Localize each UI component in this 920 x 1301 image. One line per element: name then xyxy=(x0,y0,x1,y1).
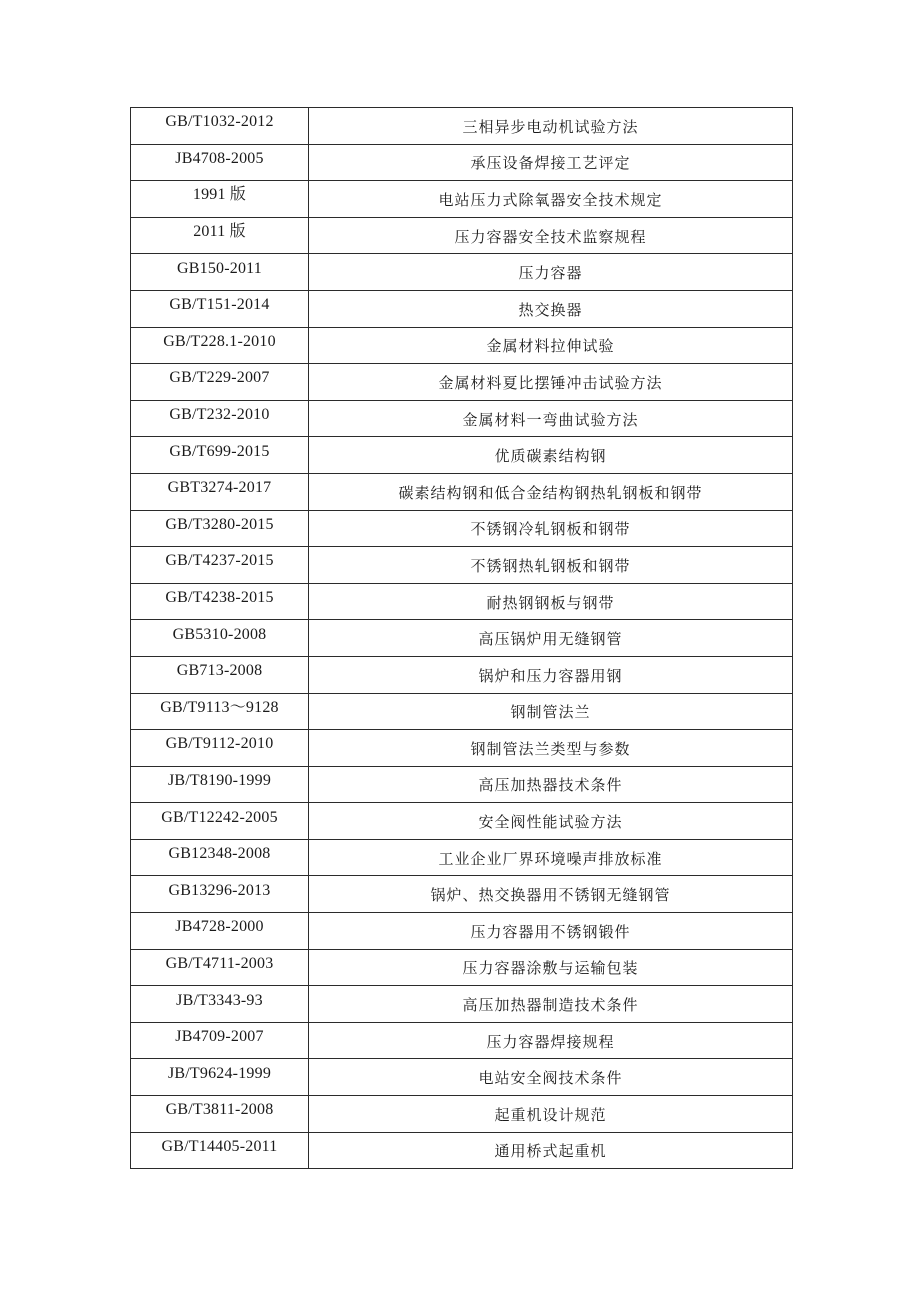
standard-title-cell xyxy=(309,400,793,437)
standard-code: 1991 版 xyxy=(192,186,247,204)
table-row xyxy=(131,437,793,474)
standard-title-cell xyxy=(309,839,793,876)
standard-title: 钢制管法兰 xyxy=(510,703,591,722)
standard-code: JB/T9624-1999 xyxy=(167,1064,272,1082)
standard-title-cell xyxy=(309,1022,793,1059)
standard-title: 起重机设计规范 xyxy=(494,1105,607,1124)
standard-title: 金属材料一弯曲试验方法 xyxy=(462,410,639,429)
table-row xyxy=(131,510,793,547)
standard-title-cell xyxy=(309,181,793,218)
standard-code-cell xyxy=(131,254,309,291)
standard-code-cell xyxy=(131,1022,309,1059)
standard-code-cell xyxy=(131,437,309,474)
standard-code-cell xyxy=(131,510,309,547)
standard-title-cell xyxy=(309,766,793,803)
standard-title: 电站压力式除氧器安全技术规定 xyxy=(438,190,663,209)
table-row xyxy=(131,620,793,657)
standard-code-cell xyxy=(131,986,309,1023)
standard-code: GB/T1032-2012 xyxy=(165,113,274,131)
standard-title: 压力容器 xyxy=(518,264,583,283)
table-row xyxy=(131,913,793,950)
standard-title: 不锈钢热轧钢板和钢带 xyxy=(470,556,631,575)
table-row xyxy=(131,766,793,803)
standards-table-body xyxy=(131,108,793,1169)
table-row xyxy=(131,803,793,840)
standard-code-cell xyxy=(131,656,309,693)
table-row xyxy=(131,1096,793,1133)
table-row xyxy=(131,108,793,145)
standard-title-cell xyxy=(309,693,793,730)
standard-title-cell xyxy=(309,437,793,474)
standard-code-cell xyxy=(131,693,309,730)
standard-code-cell xyxy=(131,583,309,620)
standard-code-cell xyxy=(131,620,309,657)
standard-code-cell xyxy=(131,1132,309,1169)
standard-title-cell xyxy=(309,1096,793,1133)
standard-title: 锅炉、热交换器用不锈钢无缝钢管 xyxy=(430,886,671,905)
standard-code-cell xyxy=(131,473,309,510)
standard-title: 压力容器焊接规程 xyxy=(486,1032,615,1051)
standards-table xyxy=(130,107,793,1169)
standard-code: GB/T9112-2010 xyxy=(165,735,274,753)
standard-code: GB/T12242-2005 xyxy=(161,808,278,826)
table-row xyxy=(131,473,793,510)
standard-code-cell xyxy=(131,876,309,913)
table-row xyxy=(131,876,793,913)
table-row xyxy=(131,547,793,584)
standard-code: GB/T3280-2015 xyxy=(165,515,274,533)
standard-title-cell xyxy=(309,620,793,657)
standard-code: GB/T4711-2003 xyxy=(165,954,274,972)
standard-title: 钢制管法兰类型与参数 xyxy=(470,739,631,758)
standard-title: 安全阀性能试验方法 xyxy=(478,813,623,832)
standard-title: 压力容器涂敷与运输包装 xyxy=(462,959,639,978)
standard-code-cell xyxy=(131,949,309,986)
standard-code-cell xyxy=(131,144,309,181)
standard-title: 通用桥式起重机 xyxy=(494,1142,607,1161)
table-row xyxy=(131,217,793,254)
table-row xyxy=(131,583,793,620)
standard-title: 高压加热器制造技术条件 xyxy=(462,996,639,1015)
standard-title: 承压设备焊接工艺评定 xyxy=(470,154,631,173)
standard-title: 优质碳素结构钢 xyxy=(494,447,607,466)
standard-code: GB/T4237-2015 xyxy=(165,552,274,570)
standard-code: GB/T232-2010 xyxy=(169,406,270,424)
standard-code: JB4709-2007 xyxy=(175,1028,264,1046)
standard-code: GB12348-2008 xyxy=(168,845,271,863)
standard-title-cell xyxy=(309,290,793,327)
standard-code-cell xyxy=(131,730,309,767)
table-row xyxy=(131,986,793,1023)
standard-title-cell xyxy=(309,1132,793,1169)
table-row xyxy=(131,839,793,876)
standard-code-cell xyxy=(131,1096,309,1133)
standard-code-cell xyxy=(131,327,309,364)
standard-title: 热交换器 xyxy=(518,300,583,319)
table-row xyxy=(131,290,793,327)
standard-title: 耐热钢钢板与钢带 xyxy=(486,593,615,612)
standard-code: JB/T3343-93 xyxy=(176,991,263,1009)
table-row xyxy=(131,656,793,693)
standard-code: JB/T8190-1999 xyxy=(167,771,272,789)
standard-code: JB4708-2005 xyxy=(175,149,264,167)
table-row xyxy=(131,1059,793,1096)
standard-title-cell xyxy=(309,254,793,291)
standard-code: GB713-2008 xyxy=(176,662,263,680)
standard-title-cell xyxy=(309,876,793,913)
standard-title: 电站安全阀技术条件 xyxy=(478,1069,623,1088)
standard-title-cell xyxy=(309,656,793,693)
standard-title-cell xyxy=(309,913,793,950)
standard-title: 高压加热器技术条件 xyxy=(478,776,623,795)
standard-code-cell xyxy=(131,1059,309,1096)
standard-code: GB150-2011 xyxy=(177,259,262,277)
standard-code-cell xyxy=(131,839,309,876)
standard-title: 工业企业厂界环境噪声排放标准 xyxy=(438,849,663,868)
standard-code: JB4728-2000 xyxy=(175,918,264,936)
standard-title-cell xyxy=(309,364,793,401)
standard-title-cell xyxy=(309,803,793,840)
standard-title-cell xyxy=(309,1059,793,1096)
standard-code: GB/T3811-2008 xyxy=(165,1101,274,1119)
table-row xyxy=(131,693,793,730)
standard-title-cell xyxy=(309,473,793,510)
standard-title: 金属材料拉伸试验 xyxy=(486,337,615,356)
table-row xyxy=(131,254,793,291)
standard-title-cell xyxy=(309,583,793,620)
standard-code-cell xyxy=(131,364,309,401)
standard-code-cell xyxy=(131,400,309,437)
standard-title-cell xyxy=(309,510,793,547)
standard-title: 高压锅炉用无缝钢管 xyxy=(478,630,623,649)
standard-code-cell xyxy=(131,108,309,145)
standard-code: 2011 版 xyxy=(193,223,246,241)
table-row xyxy=(131,949,793,986)
standard-code: GB/T4238-2015 xyxy=(165,589,274,607)
standard-code: GB/T151-2014 xyxy=(169,296,270,314)
standard-code-cell xyxy=(131,290,309,327)
standard-code: GB/T228.1-2010 xyxy=(163,332,276,350)
table-row xyxy=(131,364,793,401)
standard-code: GB/T699-2015 xyxy=(169,442,270,460)
table-row xyxy=(131,1132,793,1169)
standard-title-cell xyxy=(309,986,793,1023)
standard-code-cell xyxy=(131,547,309,584)
standard-title-cell xyxy=(309,327,793,364)
table-row xyxy=(131,181,793,218)
standard-code: GB5310-2008 xyxy=(172,625,267,643)
standard-code-cell xyxy=(131,803,309,840)
standard-title-cell xyxy=(309,217,793,254)
table-row xyxy=(131,400,793,437)
standard-code: GB/T229-2007 xyxy=(169,369,270,387)
standard-code-cell xyxy=(131,217,309,254)
standard-title-cell xyxy=(309,730,793,767)
standard-code: GBT3274-2017 xyxy=(167,479,272,497)
standard-code: GB/T14405-2011 xyxy=(161,1137,278,1155)
standard-title: 不锈钢冷轧钢板和钢带 xyxy=(470,520,631,539)
standard-title-cell xyxy=(309,547,793,584)
standard-title: 锅炉和压力容器用钢 xyxy=(478,666,623,685)
standard-code: GB/T9113～9128 xyxy=(160,698,279,716)
standard-title: 碳素结构钢和低合金结构钢热轧钢板和钢带 xyxy=(398,483,703,502)
table-row xyxy=(131,327,793,364)
standard-code-cell xyxy=(131,913,309,950)
standard-code-cell xyxy=(131,766,309,803)
standard-title: 压力容器安全技术监察规程 xyxy=(454,227,647,246)
standard-code: GB13296-2013 xyxy=(168,881,271,899)
standard-title: 压力容器用不锈钢锻件 xyxy=(470,922,631,941)
standard-title-cell xyxy=(309,108,793,145)
table-row xyxy=(131,144,793,181)
table-row xyxy=(131,1022,793,1059)
standard-title: 三相异步电动机试验方法 xyxy=(462,117,639,136)
standard-title-cell xyxy=(309,144,793,181)
standard-code-cell xyxy=(131,181,309,218)
standard-title: 金属材料夏比摆锤冲击试验方法 xyxy=(438,373,663,392)
table-row xyxy=(131,730,793,767)
standard-title-cell xyxy=(309,949,793,986)
